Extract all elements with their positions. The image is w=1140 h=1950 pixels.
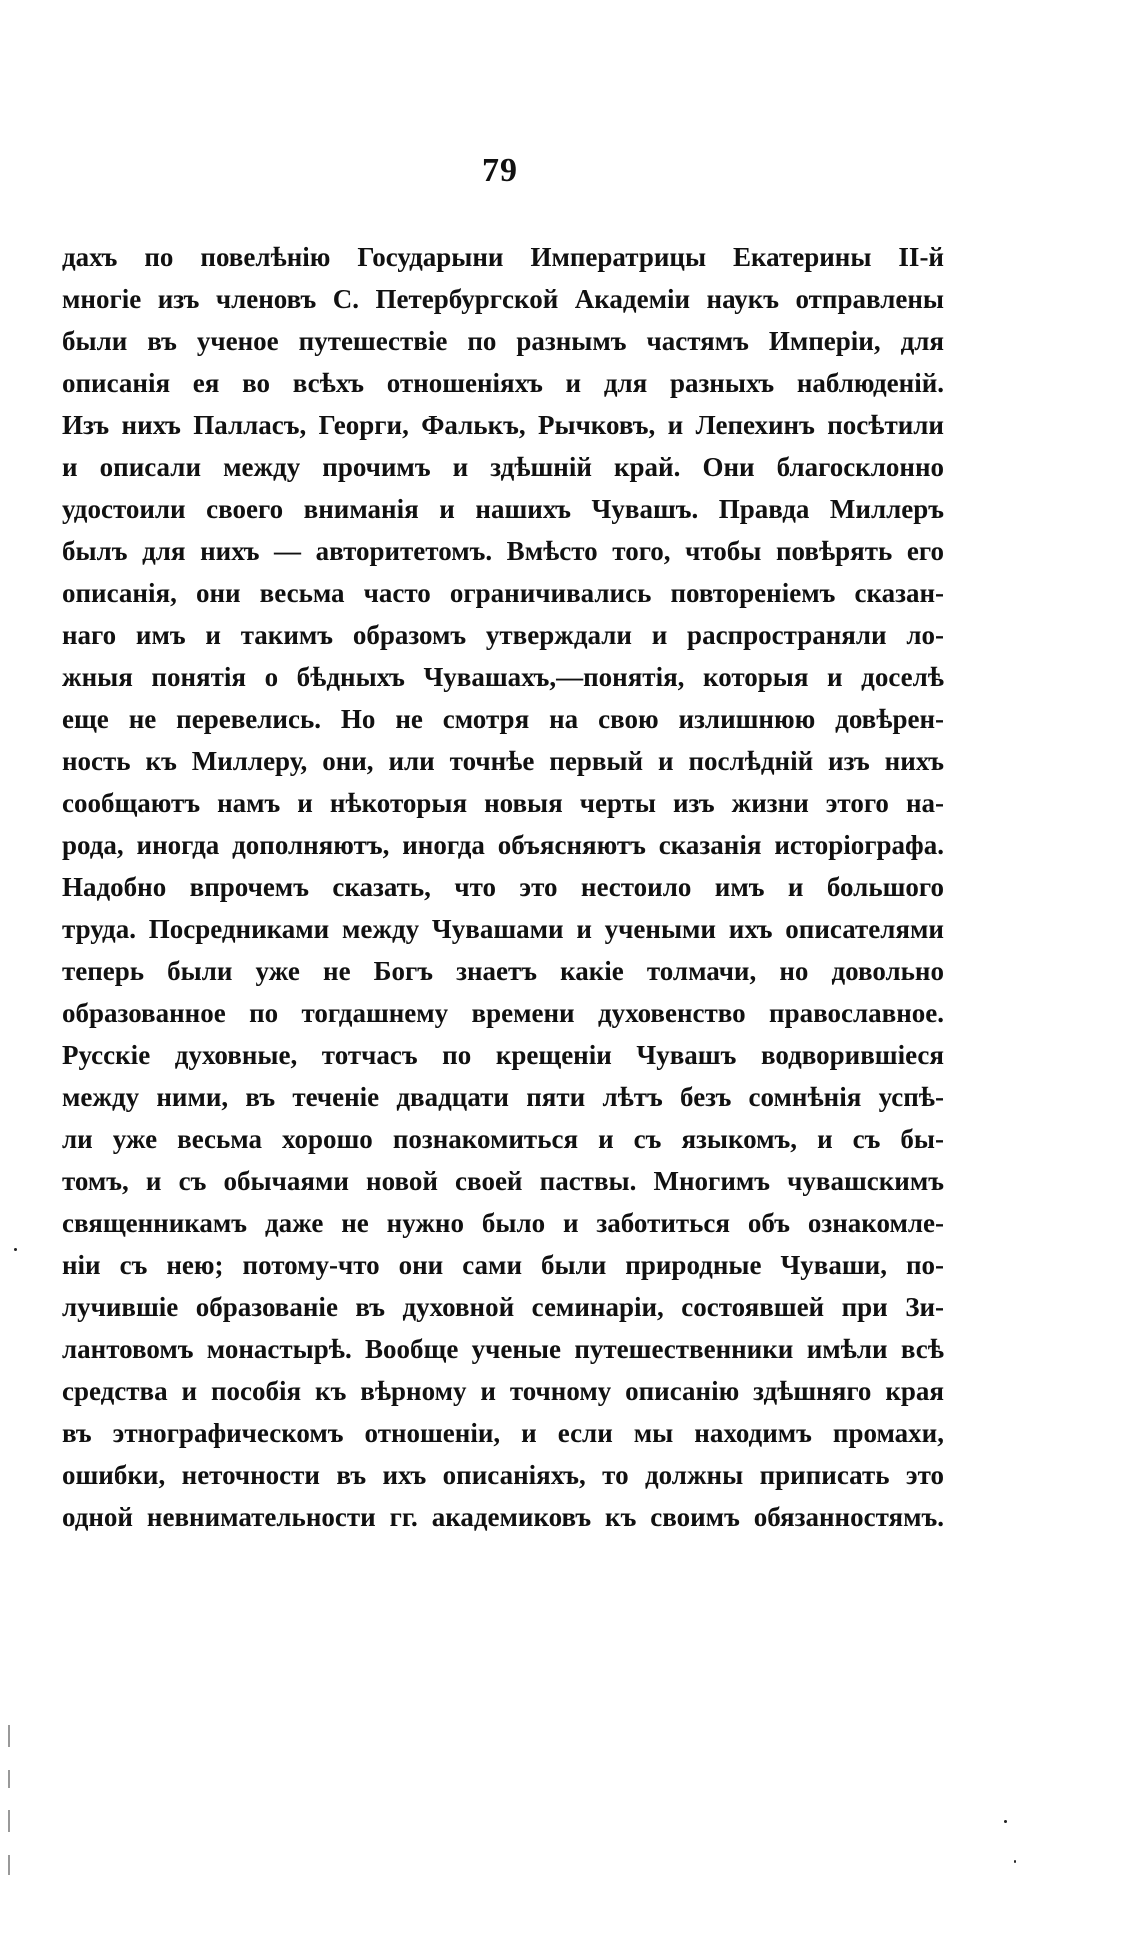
scan-artifact xyxy=(8,1855,10,1875)
text-line: былъ для нихъ — авторитетомъ. Вмѣсто того, чтобы повѣрять его xyxy=(62,536,944,566)
text-line: Изъ нихъ Палласъ, Георги, Фалькъ, Рычковъ, и Лепехинъ посѣтили xyxy=(62,410,944,440)
text-line: между ними, въ теченіе двадцати пяти лѣтъ безъ сомнѣнія успѣ- xyxy=(62,1082,944,1112)
text-line: священникамъ даже не нужно было и заботиться объ ознакомле- xyxy=(62,1208,944,1238)
text-line: сообщаютъ намъ и нѣкоторыя новыя черты изъ жизни этого на- xyxy=(62,788,944,818)
text-line: средства и пособія къ вѣрному и точному описанію здѣшняго края xyxy=(62,1376,944,1406)
text-line: и описали между прочимъ и здѣшній край. Они благосклонно xyxy=(62,452,944,482)
text-line: еще не перевелись. Но не смотря на свою излишнюю довѣрен- xyxy=(62,704,944,734)
text-line: были въ ученое путешествіе по разнымъ частямъ Имперіи, для xyxy=(62,326,944,356)
text-line: одной невнимательности гг. академиковъ къ своимъ обязанностямъ. xyxy=(62,1502,944,1532)
text-line: образованное по тогдашнему времени духовенство православное. xyxy=(62,998,944,1028)
text-line: рода, иногда дополняютъ, иногда объясняютъ сказанія исторіографа. xyxy=(62,830,944,860)
scan-artifact xyxy=(8,1810,10,1832)
scan-artifact xyxy=(14,1248,17,1251)
text-line: наго имъ и такимъ образомъ утверждали и распространяли ло- xyxy=(62,620,944,650)
text-line: лантовомъ монастырѣ. Вообще ученые путешественники имѣли всѣ xyxy=(62,1334,944,1364)
scan-artifact xyxy=(8,1725,10,1747)
text-line: теперь были уже не Богъ знаетъ какіе толмачи, но довольно xyxy=(62,956,944,986)
text-line: ли уже весьма хорошо познакомиться и съ языкомъ, и съ бы- xyxy=(62,1124,944,1154)
scan-artifact xyxy=(1014,1860,1016,1863)
text-line: дахъ по повелѣнію Государыни Императрицы Екатерины II-й xyxy=(62,242,944,272)
text-line: описанія ея во всѣхъ отношеніяхъ и для разныхъ наблюденій. xyxy=(62,368,944,398)
text-line: Русскіе духовные, тотчасъ по крещеніи Чувашъ водворившіеся xyxy=(62,1040,944,1070)
scan-artifact xyxy=(1004,1820,1007,1823)
text-line: въ этнографическомъ отношеніи, и если мы находимъ промахи, xyxy=(62,1418,944,1448)
text-line: многіе изъ членовъ С. Петербургской Академіи наукъ отправлены xyxy=(62,284,944,314)
text-line: лучившіе образованіе въ духовной семинаріи, состоявшей при Зи- xyxy=(62,1292,944,1322)
text-line: ность къ Миллеру, они, или точнѣе первый и послѣдній изъ нихъ xyxy=(62,746,944,776)
page-number: 79 xyxy=(482,152,518,189)
body-text xyxy=(62,236,944,1538)
text-line: труда. Посредниками между Чувашами и учеными ихъ описателями xyxy=(62,914,944,944)
scan-artifact xyxy=(8,1770,10,1788)
text-line: ніи съ нею; потому-что они сами были природные Чуваши, по- xyxy=(62,1250,944,1280)
text-line: удостоили своего вниманія и нашихъ Чувашъ. Правда Миллеръ xyxy=(62,494,944,524)
text-line: ошибки, неточности въ ихъ описаніяхъ, то должны приписать это xyxy=(62,1460,944,1490)
text-line: описанія, они весьма часто ограничивались повтореніемъ сказан- xyxy=(62,578,944,608)
text-line: жныя понятія о бѣдныхъ Чувашахъ,—понятія, которыя и доселѣ xyxy=(62,662,944,692)
text-line: томъ, и съ обычаями новой своей паствы. Многимъ чувашскимъ xyxy=(62,1166,944,1196)
text-line: Надобно впрочемъ сказать, что это нестоило имъ и большого xyxy=(62,872,944,902)
